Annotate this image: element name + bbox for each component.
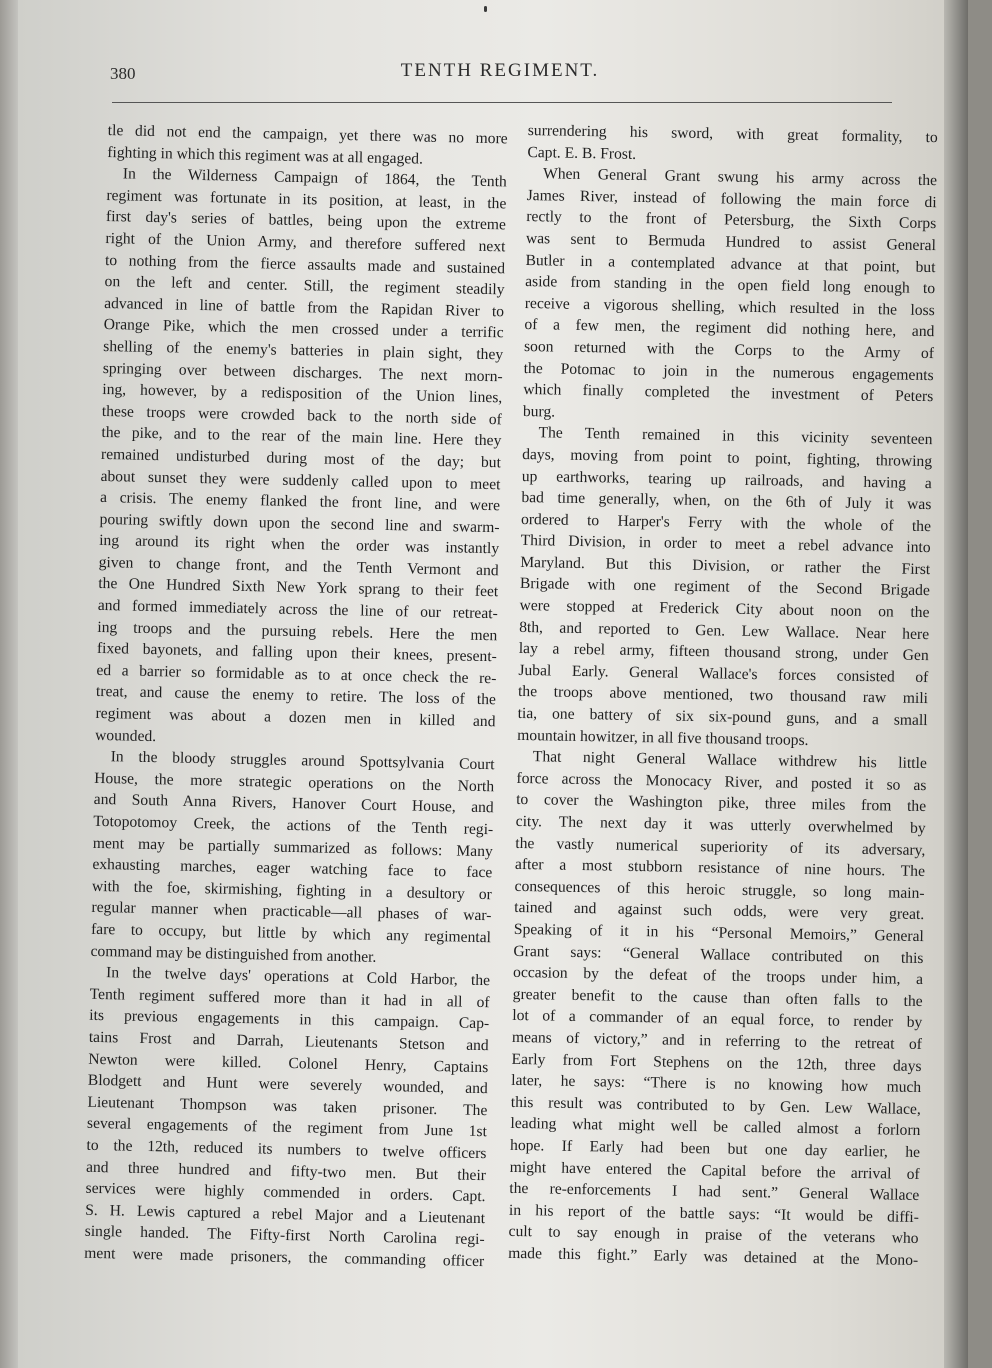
text-line: lay a rebel army, fifteen thousand strong, under Gen bbox=[518, 640, 929, 665]
text-line: ed a barrier so formidable as to at once check the re- bbox=[96, 661, 497, 688]
text-line: made this fight.” Early was detained at the Mono- bbox=[508, 1244, 919, 1269]
text-line: tains Frost and Darrah, Lieutenants Stetson and bbox=[88, 1028, 489, 1055]
text-line: Newton were killed. Colonel Henry, Captains bbox=[88, 1050, 489, 1076]
text-line: leading what might well be called almost a forlorn bbox=[510, 1115, 921, 1140]
text-line: days, moving from point to point, fighting, throwing bbox=[522, 445, 933, 471]
text-line: In the twelve days' operations at Cold Harbor, the bbox=[105, 964, 491, 990]
text-line: ing troops and the pursuing rebels. Here the men bbox=[97, 618, 498, 644]
page-edge-right bbox=[944, 0, 968, 1368]
text-line: Lieutenant Thompson was taken prisoner. The bbox=[87, 1093, 488, 1119]
text-line: treat, and cause the enemy to retire. The loss of the bbox=[95, 683, 497, 709]
text-line: which finally completed the investment of Peters bbox=[523, 381, 934, 406]
text-line: tained and against such odds, were very great. bbox=[514, 899, 925, 924]
text-line: In the Wilderness Campaign of 1864, the Tenth bbox=[122, 165, 507, 191]
text-line: was sent to Bermuda Hundred to assist General bbox=[525, 229, 937, 255]
text-line: to cover the Washington pike, three miles from the bbox=[515, 791, 927, 816]
text-line: and three hundred and fifty-two men. But their bbox=[85, 1158, 487, 1184]
text-line: first day's series of battles, being upon the extreme bbox=[105, 208, 507, 234]
text-line: mountain howitzer, in all five thousand troops. bbox=[517, 726, 809, 749]
text-line: its previous engagements in this campaign. Cap- bbox=[89, 1007, 490, 1033]
text-line: the vastly numerical superiority of its adversary, bbox=[515, 834, 926, 859]
text-line: ing around its right when the order was instantly bbox=[99, 532, 500, 558]
text-line: force across the Monocacy River, and posted it so as bbox=[516, 769, 927, 794]
text-line: Grant says: “General Wallace contributed on this bbox=[513, 942, 924, 967]
text-line: the One Hundred Sixth New York sprang to their feet bbox=[98, 575, 499, 601]
text-line: ment may be partially summarized as follows: Many bbox=[92, 834, 493, 860]
text-line: The Tenth remained in this vicinity seventeen bbox=[538, 424, 933, 449]
text-line: this result was contributed to by Gen. Lew Wallace, bbox=[510, 1093, 921, 1118]
text-line: in his report of the battle says: “It would be diffi- bbox=[508, 1201, 920, 1226]
text-line: with the foe, skirmishing, fighting in a desultory or bbox=[91, 877, 493, 903]
text-line: later, he says: “There is no knowing how much bbox=[511, 1071, 922, 1097]
text-line: surrendering his sword, with great formality, to bbox=[527, 121, 938, 147]
text-line: city. The next day it was utterly overwhelmed by bbox=[515, 812, 926, 838]
text-line: James River, instead of following the main force di bbox=[526, 186, 937, 211]
text-line: springing over between discharges. The next morn- bbox=[102, 359, 503, 385]
text-line: That night General Wallace withdrew his little bbox=[532, 748, 927, 773]
text-line: after a most stubborn resistance of nine hours. The bbox=[514, 856, 926, 881]
text-line: bad time generally, when, on the 6th of July it was bbox=[521, 489, 932, 514]
text-line: aside from standing in the open field long enough to bbox=[525, 273, 936, 298]
text-line: pouring swiftly down upon the second line and swarm- bbox=[99, 510, 500, 536]
text-line: soon returned with the Corps to the Army of bbox=[523, 337, 935, 363]
text-line: rectly to the front of Petersburg, the Sixth Corps bbox=[526, 208, 937, 233]
text-line: Jubal Early. General Wallace's forces consisted of bbox=[518, 661, 929, 686]
text-line: single handed. The Fifty-first North Carolina regi- bbox=[84, 1223, 485, 1249]
book-page bbox=[18, 0, 968, 1368]
text-line: lot of a commander of an equal force, to render by bbox=[512, 1007, 923, 1032]
text-line: regular manner when practicable—all phases of war- bbox=[91, 899, 492, 925]
text-line: S. H. Lewis captured a rebel Major and a Lieutenant bbox=[84, 1201, 486, 1227]
left-text-column bbox=[84, 120, 508, 1273]
right-text-column bbox=[508, 120, 938, 1271]
text-line: Maryland. But this Division, or rather the First bbox=[520, 553, 931, 578]
ink-smudge bbox=[484, 6, 487, 12]
text-line: ment were made prisoners, the commanding officer bbox=[84, 1244, 485, 1271]
text-line: Tenth regiment suffered more than it had in all of bbox=[89, 985, 490, 1011]
text-line: and South Anna Rivers, Hanover Court House, and bbox=[93, 791, 494, 817]
text-line: wounded. bbox=[94, 726, 157, 745]
text-line: remained undisturbed during most of the day; but bbox=[100, 445, 502, 472]
text-line: Speaking of it in his “Personal Memoirs,” General bbox=[513, 920, 924, 945]
text-line: Totopotomoy Creek, the actions of the Tenth regi- bbox=[93, 812, 494, 839]
text-line: these troops were crowded back to the north side of bbox=[101, 402, 502, 429]
text-line: a crisis. The enemy flanked the front line, and were bbox=[99, 489, 501, 515]
page-edge-left bbox=[0, 0, 18, 1368]
page-number: 380 bbox=[110, 64, 136, 83]
page-title: TENTH REGIMENT. bbox=[400, 60, 600, 81]
text-line: cult to say enough in praise of the veterans who bbox=[508, 1223, 919, 1248]
running-head bbox=[110, 58, 890, 90]
text-line: fixed bayonets, and falling upon their knees, present- bbox=[96, 640, 498, 666]
text-line: hope. If Early had been but one day earlier, he bbox=[509, 1136, 921, 1161]
text-line: about sunset they were suddenly called upon to meet bbox=[100, 467, 501, 493]
text-line: Third Division, in order to meet a rebel advance into bbox=[520, 532, 931, 557]
text-line: fighting in which this regiment was at all engaged. bbox=[107, 143, 424, 168]
text-line: of a few men, the regiment did nothing here, and bbox=[524, 316, 935, 341]
text-line: command may be distinguished from another. bbox=[90, 942, 377, 966]
text-line: up earthworks, tearing up railroads, and having a bbox=[521, 467, 932, 492]
text-line: fare to occupy, but little by which any regimental bbox=[90, 920, 492, 947]
text-line: occasion by the defeat of the troops under him, a bbox=[512, 964, 924, 989]
text-line: Orange Pike, which the men crossed under a terrific bbox=[103, 316, 504, 342]
text-line: services were highly commended in orders. Capt. bbox=[85, 1179, 486, 1206]
text-line: When General Grant swung his army across the bbox=[542, 165, 938, 190]
text-line: 8th, and reported to Gen. Lew Wallace. Near here bbox=[519, 618, 930, 643]
text-line: Early from Fort Stephens on the 12th, three days bbox=[511, 1050, 922, 1075]
text-line: greater benefit to the cause than often falls to the bbox=[512, 985, 923, 1010]
text-line: tle did not end the campaign, yet there was no more bbox=[107, 121, 508, 148]
text-line: consequences of this heroic struggle, so long main- bbox=[514, 877, 925, 902]
text-line: and formed immediately across the line of our retreat- bbox=[97, 596, 498, 623]
text-line: to nothing from the fierce assaults made and sustained bbox=[104, 251, 506, 277]
text-line: Brigade with one regiment of the Second Brigade bbox=[519, 575, 930, 600]
text-line: ordered to Harper's Ferry with the whole of the bbox=[520, 510, 932, 535]
text-line: the Potomac to join in the numerous engagements bbox=[523, 359, 934, 384]
text-line: exhausting marches, eager watching face to face bbox=[92, 856, 493, 882]
text-line: the re-enforcements I had sent.” General Wallace bbox=[509, 1179, 920, 1205]
text-line: Blodgett and Hunt were severely wounded, and bbox=[87, 1071, 488, 1098]
text-line: Capt. E. B. Frost. bbox=[527, 143, 637, 163]
text-line: regiment was fortunate in its position, at least, in the bbox=[106, 186, 507, 213]
text-line: to the 12th, reduced its numbers to twelve officers bbox=[86, 1136, 487, 1163]
header-rule bbox=[112, 102, 892, 103]
text-line: on the left and center. Still, the regiment steadily bbox=[104, 273, 505, 299]
text-line: receive a vigorous shelling, which resulted in the loss bbox=[524, 294, 935, 319]
text-line: House, the more strategic operations on the North bbox=[94, 769, 495, 796]
text-line: shelling of the enemy's batteries in plain sight, they bbox=[103, 337, 504, 364]
text-line: burg. bbox=[522, 402, 556, 421]
text-line: right of the Union Army, and therefore suffered next bbox=[105, 229, 506, 256]
text-line: given to change front, and the Tenth Vermont and bbox=[98, 553, 499, 580]
text-line: regiment was about a dozen men in killed and bbox=[95, 704, 496, 731]
text-line: means of victory,” and in referring to the retreat of bbox=[511, 1028, 923, 1053]
text-line: might have entered the Capital before the arrival of bbox=[509, 1158, 920, 1183]
text-line: the pike, and to the rear of the main line. Here they bbox=[101, 424, 502, 450]
text-line: ing, however, by a redisposition of the Union lines, bbox=[102, 381, 503, 407]
text-line: were stopped at Frederick City about noon on the bbox=[519, 596, 930, 622]
text-line: Butler in a contemplated advance at that point, but bbox=[525, 251, 936, 276]
text-line: the troops above mentioned, two thousand raw mili bbox=[517, 683, 929, 708]
text-line: several engagements of the regiment from June 1st bbox=[86, 1115, 488, 1141]
text-line: In the bloody struggles around Spottsylvania Court bbox=[110, 748, 495, 774]
text-line: tia, one battery of six six-pound guns, and a small bbox=[517, 704, 928, 730]
text-line: advanced in line of battle from the Rapidan River to bbox=[103, 294, 505, 321]
